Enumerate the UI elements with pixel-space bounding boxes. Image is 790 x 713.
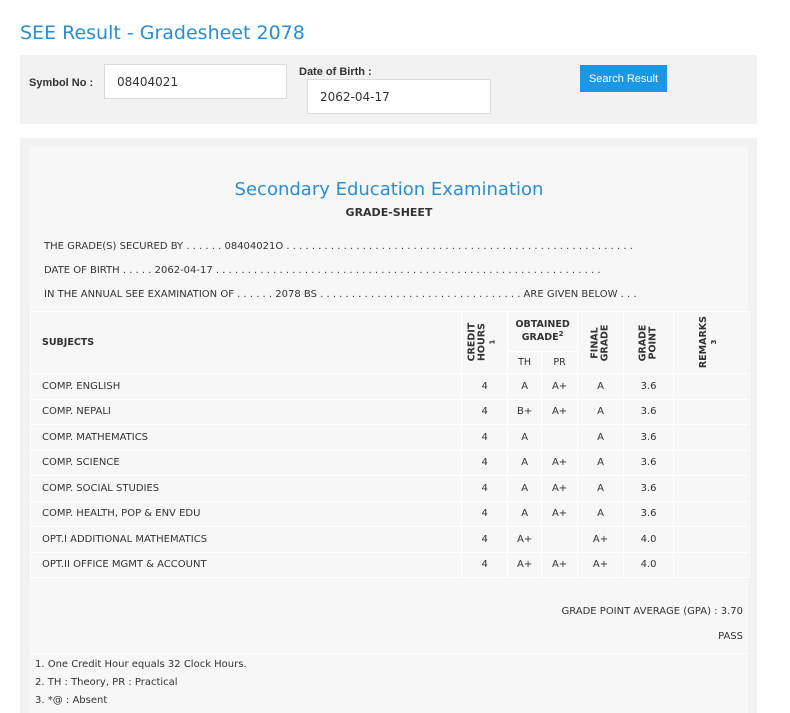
remarks-cell: [674, 501, 750, 527]
pr-cell: [542, 527, 578, 553]
pr-cell: A+: [542, 374, 578, 400]
pr-cell: A+: [542, 476, 578, 502]
grade-point-cell: 3.6: [624, 501, 674, 527]
final-grade-cell: A+: [578, 527, 624, 553]
table-row: [31, 527, 750, 553]
result-status: PASS: [718, 631, 743, 642]
credit-cell: 4: [462, 399, 508, 425]
credit-cell: 4: [462, 450, 508, 476]
subject-cell: COMP. SCIENCE: [31, 450, 462, 476]
remarks-cell: [674, 476, 750, 502]
th-header: TH: [508, 352, 542, 374]
th-cell: A: [508, 450, 542, 476]
symbol-label: Symbol No :: [29, 77, 94, 89]
grade-point-cell: 3.6: [624, 450, 674, 476]
credit-cell: 4: [462, 501, 508, 527]
gradesheet: [30, 146, 748, 713]
table-row: [31, 450, 750, 476]
final-grade-cell: A+: [578, 552, 624, 578]
th-cell: A: [508, 476, 542, 502]
grade-point-cell: 3.6: [624, 425, 674, 451]
subject-cell: OPT.II OFFICE MGMT & ACCOUNT: [31, 552, 462, 578]
remarks-cell: [674, 399, 750, 425]
pr-cell: A+: [542, 501, 578, 527]
gpa-summary: GRADE POINT AVERAGE (GPA) : 3.70: [561, 606, 743, 617]
final-grade-cell: A: [578, 425, 624, 451]
subject-cell: COMP. SOCIAL STUDIES: [31, 476, 462, 502]
dob-line: DATE OF BIRTH . . . . . 2062-04-17 . . . . . . . . . . . . . . . . . . . . . . . . . . . . . . . . . . . . . . . . . . . . . . . . . . . . . . . . . . . . .: [44, 265, 601, 276]
table-row: [31, 552, 750, 578]
table-row: [31, 425, 750, 451]
credit-cell: 4: [462, 425, 508, 451]
final-grade-cell: A: [578, 501, 624, 527]
footnote-3: 3. *@ : Absent: [35, 695, 108, 706]
th-cell: A+: [508, 527, 542, 553]
subject-cell: COMP. HEALTH, POP & ENV EDU: [31, 501, 462, 527]
symbol-input[interactable]: [104, 64, 287, 99]
exam-title: Secondary Education Examination: [234, 179, 544, 200]
pr-cell: A+: [542, 399, 578, 425]
pr-header: PR: [542, 352, 578, 374]
notes-divider: [30, 653, 748, 654]
final-grade-cell: A: [578, 374, 624, 400]
remarks-header: REMARKS $^3$: [674, 312, 750, 374]
subject-cell: OPT.I ADDITIONAL MATHEMATICS: [31, 527, 462, 553]
dob-label: Date of Birth :: [299, 66, 372, 78]
th-cell: A: [508, 425, 542, 451]
th-cell: A+: [508, 552, 542, 578]
secured-by-line: THE GRADE(S) SECURED BY . . . . . . 08404021O . . . . . . . . . . . . . . . . . . . . . . . . . . . . . . . . . . . . . . . . . . . . . . . . . . . . . . .: [44, 241, 633, 252]
grade-point-cell: 3.6: [624, 374, 674, 400]
remarks-cell: [674, 374, 750, 400]
subjects-header: SUBJECTS: [31, 312, 462, 374]
th-cell: B+: [508, 399, 542, 425]
remarks-cell: [674, 425, 750, 451]
th-cell: A: [508, 374, 542, 400]
final-grade-cell: A: [578, 476, 624, 502]
remarks-cell: [674, 450, 750, 476]
footnote-2: 2. TH : Theory, PR : Practical: [35, 677, 178, 688]
remarks-cell: [674, 527, 750, 553]
grade-point-cell: 3.6: [624, 399, 674, 425]
final-grade-cell: A: [578, 450, 624, 476]
th-cell: A: [508, 501, 542, 527]
grade-point-header: GRADE POINT: [624, 312, 674, 374]
table-row: [31, 501, 750, 527]
subject-cell: COMP. ENGLISH: [31, 374, 462, 400]
grade-point-cell: 4.0: [624, 527, 674, 553]
page-title: SEE Result - Gradesheet 2078: [20, 22, 305, 44]
search-result-button[interactable]: Search Result: [580, 65, 667, 92]
grade-point-cell: 3.6: [624, 476, 674, 502]
gradesheet-subtitle: GRADE-SHEET: [345, 206, 433, 219]
remarks-cell: [674, 552, 750, 578]
exam-year-line: IN THE ANNUAL SEE EXAMINATION OF . . . . . . 2078 BS . . . . . . . . . . . . . . . . . . . . . . . . . . . . . . . . ARE GIVEN BELOW . . .: [44, 289, 637, 300]
footnote-1: 1. One Credit Hour equals 32 Clock Hours.: [35, 659, 247, 670]
final-grade-cell: A: [578, 399, 624, 425]
credit-hours-header: CREDIT HOURS $^1$: [462, 312, 508, 374]
search-panel: [20, 55, 757, 124]
table-row: [31, 374, 750, 400]
credit-cell: 4: [462, 374, 508, 400]
table-row: [31, 399, 750, 425]
pr-cell: [542, 425, 578, 451]
grade-point-cell: 4.0: [624, 552, 674, 578]
subject-cell: COMP. MATHEMATICS: [31, 425, 462, 451]
credit-cell: 4: [462, 552, 508, 578]
gradesheet-container: [20, 138, 757, 713]
table-row: [31, 476, 750, 502]
obtained-grade-header: OBTAINED GRADE$^2$: [508, 312, 578, 352]
subject-cell: COMP. NEPALI: [31, 399, 462, 425]
credit-cell: 4: [462, 476, 508, 502]
pr-cell: A+: [542, 450, 578, 476]
credit-cell: 4: [462, 527, 508, 553]
final-grade-header: FINAL GRADE: [578, 312, 624, 374]
grade-table: [30, 311, 750, 578]
dob-input[interactable]: [307, 79, 491, 114]
pr-cell: A+: [542, 552, 578, 578]
